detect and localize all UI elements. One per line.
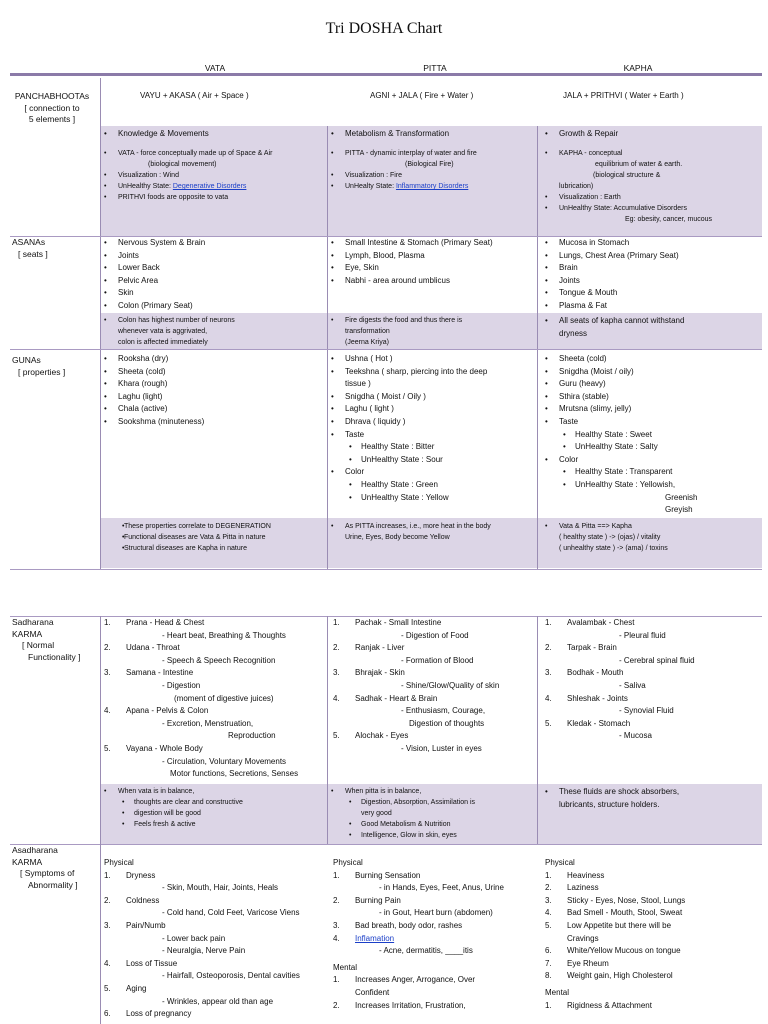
header-divider xyxy=(10,73,762,76)
sadharana-pitta xyxy=(333,617,499,756)
list-item: - Neuralgia, Nerve Pain xyxy=(162,946,246,956)
list-item: 1. Avalambak - Chest xyxy=(545,618,635,627)
list-item: - Excretion, Menstruation, xyxy=(162,718,254,728)
list-item: - Wrinkles, appear old than age xyxy=(162,996,274,1006)
list-item: - Saliva xyxy=(619,680,646,690)
asadharana-pitta: Physical 1. Burning Sensation - in Hands, Eyes, Feet, Anus, Urine 2. Burning Pain - in Gout, Heart burn (abdomen) 3. Bad breath, body odor, rashes 4. Inflamation - Acne, dermatitis, ____itis Mental 1. Increases Anger, Arrogance, Over Confident 2. Increases Irritation, Frustration, xyxy=(333,857,504,1012)
degenerative-disorders-link[interactable]: Degenerative Disorders xyxy=(172,183,247,190)
column-header-vata: VATA xyxy=(204,63,226,73)
gunas-note-pitta: • As PITTA increases, i.e., more heat in the body Urine, Eyes, Body become Yellow xyxy=(331,521,491,543)
list-item: - Cold hand, Cold Feet, Varicose Viens xyxy=(162,908,300,918)
list-item: 2. Laziness xyxy=(545,883,599,893)
page-title: Tri DOSHA Chart xyxy=(325,20,443,37)
sadharana-vata xyxy=(104,617,298,781)
intro-vata: • Knowledge & Movements • VATA - force conceptually made up of Space & Air (biological movement) • Visualization : Wind • UnHealthy State: Degenerative Disorders • PRITHVI foods are opposite to vata xyxy=(104,128,324,203)
gunas-pitta: • Ushna ( Hot ) • Teekshna ( sharp, piercing into the deep tissue ) • Snigdha ( Moist / Oily ) • Laghu ( light ) • Dhrava ( liquidy ) • Taste • Healthy State : Bitter • UnHealthy State : Sour • Color • Healthy State : Green • UnHealthy State : Yellow xyxy=(331,353,487,504)
list-item: Reproduction xyxy=(228,731,276,741)
column-header-pitta: PITTA xyxy=(423,63,447,73)
list-item: - Circulation, Voluntary Movements xyxy=(162,756,287,766)
row-divider xyxy=(10,349,762,350)
list-item: - Pleural fluid xyxy=(619,630,666,640)
asanas-note-vata: • Colon has highest number of neurons whenever vata is aggrivated, colon is affected immediately xyxy=(104,315,235,348)
list-item: 4. Apana - Pelvis & Colon xyxy=(104,706,209,716)
sadharana-note-kapha: • These fluids are shock absorbers, lubricants, structure holders. xyxy=(545,786,679,811)
row-label-panchabhootas: PANCHABHOOTAs [ connection to 5 elements ] xyxy=(14,91,90,124)
column-divider xyxy=(327,616,328,844)
list-item: 2. Udana - Throat xyxy=(104,643,180,653)
list-item: Cravings xyxy=(567,933,599,943)
list-item: 5. Alochak - Eyes xyxy=(333,731,409,741)
list-item: - Digestion of Food xyxy=(401,630,469,640)
sadharana-note-pitta: • When pitta is in balance, • Digestion, Absorption, Assimilation is very good • Good Metabolism & Nutrition • Intelligence, Glow in skin, eyes xyxy=(331,786,475,841)
list-item: 2. Increases Irritation, Frustration, xyxy=(333,1000,466,1010)
list-item: 7. Eye Rheum xyxy=(545,958,609,968)
asanas-kapha: • Mucosa in Stomach • Lungs, Chest Area (Primary Seat) • Brain • Joints • Tongue & Mouth • Plasma & Fat xyxy=(545,237,679,313)
inflamation-link[interactable]: Inflamation xyxy=(355,933,395,943)
row-label-asadharana: Asadharana KARMA [ Symptoms of Abnormality ] xyxy=(12,845,78,890)
list-item: - Heart beat, Breathing & Thoughts xyxy=(162,630,286,640)
list-item: 1. Dryness xyxy=(104,870,156,880)
list-item: 5. Kledak - Stomach xyxy=(545,718,631,728)
list-item: Digestion of thoughts xyxy=(409,718,485,728)
column-divider xyxy=(100,616,101,1024)
list-item: 3. Bhrajak - Skin xyxy=(333,668,405,678)
asanas-note-kapha: • All seats of kapha cannot withstand dryness xyxy=(545,315,684,340)
gunas-note-vata: • These properties correlate to DEGENERATION • Functional diseases are Vata & Pitta in nature • Structural diseases are Kapha in nature xyxy=(104,521,271,554)
list-item: 3. Bad breath, body odor, rashes xyxy=(333,920,463,930)
list-item: 2. Ranjak - Liver xyxy=(333,643,405,653)
list-item: - Cerebral spinal fluid xyxy=(619,655,695,665)
list-item: 1. Pachak - Small Intestine xyxy=(333,618,442,627)
list-item: - in Hands, Eyes, Feet, Anus, Urine xyxy=(379,883,504,893)
column-divider xyxy=(537,126,538,570)
asanas-pitta: • Small Intestine & Stomach (Primary Seat) • Lymph, Blood, Plasma • Eye, Skin • Nabhi - area around umblicus xyxy=(331,237,493,287)
row-label-asanas: ASANAs [ seats ] xyxy=(12,237,48,259)
asanas-vata: • Nervous System & Brain • Joints • Lower Back • Pelvic Area • Skin • Colon (Primary Seat) xyxy=(104,237,205,313)
asadharana-vata: Physical 1. Dryness - Skin, Mouth, Hair, Joints, Heals 2. Coldness - Cold hand, Cold Feet, Varicose Viens 3. Pain/Numb - Lower back pain - Neuralgia, Nerve Pain 4. Loss of Tissue - Hairfall, Osteoporosis, Dental cavities 5. Aging - Wrinkles, appear old than age 6. Loss of pregnancy xyxy=(104,857,300,1021)
intro-kapha: • Growth & Repair • KAPHA - conceptual equilibrium of water & earth. (biological structure & lubrication) • Visualization : Earth • UnHealthy State: Accumulative Disorders Eg: obesity, cancer, mucous xyxy=(545,128,760,225)
list-item: - Acne, dermatitis, ____itis xyxy=(379,946,473,956)
list-item: 4. Loss of Tissue xyxy=(104,958,178,968)
row-divider xyxy=(10,569,762,570)
list-item: 4. Bad Smell - Mouth, Stool, Sweat xyxy=(545,908,683,918)
list-item: 1. Rigidness & Attachment xyxy=(545,1000,652,1010)
list-item: 1. Burning Sensation xyxy=(333,870,421,880)
list-item: - in Gout, Heart burn (abdomen) xyxy=(379,908,493,918)
list-item: - Shine/Glow/Quality of skin xyxy=(401,680,500,690)
list-item: 3. Bodhak - Mouth xyxy=(545,668,624,678)
list-item: 1. Increases Anger, Arrogance, Over xyxy=(333,975,476,985)
sadharana-kapha xyxy=(545,617,695,743)
list-item: 4. Sadhak - Heart & Brain xyxy=(333,693,438,703)
sadharana-note-vata: • When vata is in balance, • thoughts are clear and constructive • digestion will be good • Feels fresh & active xyxy=(104,786,243,830)
row-divider xyxy=(10,844,762,845)
list-item: - Vision, Luster in eyes xyxy=(401,743,482,753)
list-item: Motor functions, Secretions, Senses xyxy=(170,769,299,779)
list-item: 1. Prana - Head & Chest xyxy=(104,618,205,627)
list-item: - Skin, Mouth, Hair, Joints, Heals xyxy=(162,883,279,893)
list-item: 5. Vayana - Whole Body xyxy=(104,743,203,753)
asadharana-kapha: Physical 1. Heaviness 2. Laziness 3. Sticky - Eyes, Nose, Stool, Lungs 4. Bad Smell - Mouth, Stool, Sweat 5. Low Appetite but there will be Cravings 6. White/Yellow Mucous on tongue 7. Eye Rheum 8. Weight gain, High Cholesterol Mental 1. Rigidness & Attachment xyxy=(545,857,685,1012)
panchabhootas-vata: VAYU + AKASA ( Air + Space ) xyxy=(140,91,249,100)
asanas-note-pitta: • Fire digests the food and thus there is transformation (Jeerna Kriya) xyxy=(331,315,462,348)
list-item: 3. Samana - Intestine xyxy=(104,668,194,678)
list-item: 3. Pain/Numb xyxy=(104,920,166,930)
gunas-note-kapha: • Vata & Pitta ==> Kapha ( healthy state ) -> (ojas) / vitality ( unhealthy state ) -> (ama) / toxins xyxy=(545,521,668,554)
list-item: 4. Shleshak - Joints xyxy=(545,693,628,703)
list-item: - Formation of Blood xyxy=(401,655,474,665)
list-item: - Lower back pain xyxy=(162,933,226,943)
column-header-kapha: KAPHA xyxy=(623,63,653,73)
list-item: 1. Heaviness xyxy=(545,870,605,880)
gunas-vata: • Rooksha (dry) • Sheeta (cold) • Khara (rough) • Laghu (light) • Chala (active) • Sookshma (minuteness) xyxy=(104,353,204,429)
list-item: 6. White/Yellow Mucous on tongue xyxy=(545,946,681,956)
list-item: 6. Loss of pregnancy xyxy=(104,1009,192,1019)
list-item: 4. Inflamation xyxy=(333,933,395,943)
list-item: 5. Aging xyxy=(104,983,147,993)
list-item: - Speech & Speech Recognition xyxy=(162,655,276,665)
column-divider xyxy=(537,616,538,844)
list-item: (moment of digestive juices) xyxy=(174,693,274,703)
inflammatory-disorders-link[interactable]: Inflammatory Disorders xyxy=(395,183,469,190)
list-item: - Synovial Fluid xyxy=(619,706,674,716)
list-item: - Mucosa xyxy=(619,731,652,741)
list-item: - Enthusiasm, Courage, xyxy=(401,706,486,716)
panchabhootas-pitta: AGNI + JALA ( Fire + Water ) xyxy=(370,91,474,100)
gunas-kapha: • Sheeta (cold) • Snigdha (Moist / oily) • Guru (heavy) • Sthira (stable) • Mrutsna (slimy, jelly) • Taste • Healthy State : Sweet • UnHealthy State : Salty • Color • Healthy State : Transparent • UnHealthy State : Yellowish, Greenish Greyish xyxy=(545,353,697,517)
list-item: - Hairfall, Osteoporosis, Dental cavities xyxy=(162,971,300,981)
row-label-sadharana: Sadharana KARMA [ Normal Functionality ] xyxy=(12,617,81,662)
intro-pitta: • Metabolism & Transformation • PITTA - dynamic interplay of water and fire (Biological Fire) • Visualization : Fire • UnHealty State: Inflammatory Disorders xyxy=(331,128,536,192)
list-item: Confident xyxy=(355,987,390,997)
list-item: - Digestion xyxy=(162,680,201,690)
list-item: 2. Burning Pain xyxy=(333,895,401,905)
list-item: 3. Sticky - Eyes, Nose, Stool, Lungs xyxy=(545,895,686,905)
list-item: 5. Low Appetite but there will be xyxy=(545,920,672,930)
column-divider xyxy=(100,78,101,570)
list-item: 2. Tarpak - Brain xyxy=(545,643,617,653)
panchabhootas-kapha: JALA + PRITHVI ( Water + Earth ) xyxy=(563,91,684,100)
row-label-gunas: GUNAs [ properties ] xyxy=(12,355,66,377)
list-item: 8. Weight gain, High Cholesterol xyxy=(545,971,673,981)
list-item: 2. Coldness xyxy=(104,895,160,905)
column-divider xyxy=(327,126,328,570)
